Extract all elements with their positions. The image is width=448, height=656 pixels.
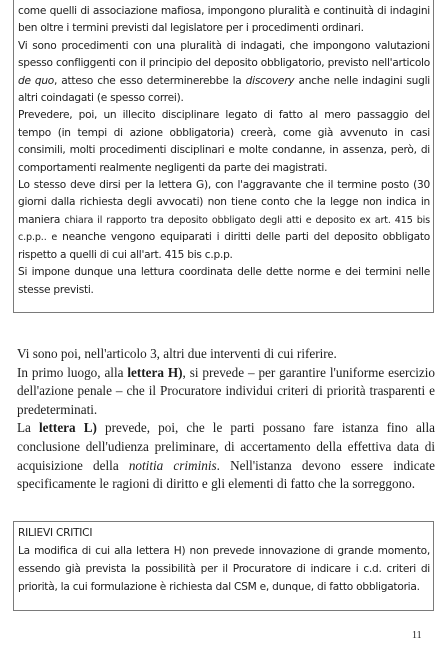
text-run: anche nelle indagini sugli altri coindagati (e spesso correi). [18,74,431,105]
critical-remarks-heading: RILIEVI CRITICI [18,527,93,539]
body-paragraph-2 [17,364,435,420]
page-number: 11 [412,630,422,641]
text-run: prevede, poi, che le parti possano fare istanza fino alla conclusione dell'udienza preliminare, di accertamento della effettiva data di acquisizione della [17,420,435,473]
text-run: La [17,420,40,436]
box-top-paragraph-1: come quelli di associazione mafiosa, impongono pluralità e continuità di indagini ben oltre i termini previsti dal legislatore per i procedimenti ordinari. [18,5,430,35]
body-paragraph-3 [17,419,435,493]
quoted-box-top [13,0,434,313]
text-run: , atteso che esso determinerebbe la [54,74,246,87]
text-run: In primo luogo, alla [17,364,128,380]
text-run: . Nell'istanza devono essere indicate specificamente le ragioni di diritto e gli elementi di fatto che la sorreggono. [17,457,435,492]
box-top-paragraph-5: Si impone dunque una lettura coordinata delle dette norme e dei termini nelle stesse previsti. [18,266,430,296]
text-run: neanche vengono equiparati i diritti delle parti del deposito obbligato rispetto a quelli di cui all'art. 415 bis c.p.p. [18,231,430,261]
text-run: , si prevede – per garantire l'uniforme esercizio dell'azione penale – che il Procuratore individui criteri di priorità trasparenti e predeterminati. [17,364,436,417]
text-run: Lo stesso deve dirsi per la lettera G), con l'aggravante che il termine posto (30 giorni dalla richiesta degli avvocati) non tiene conto che la legge non indica in maniera [18,179,430,226]
text-run-small: chiara il rapporto tra deposito obbligato degli atti e deposito ex art. 415 bis c.p.p.. e [18,214,430,244]
critical-remarks-box [13,521,434,611]
text-run: Vi sono procedimenti con una pluralità di indagati, che impongono valutazioni spesso confliggenti con il principio del deposito obbligatorio, previsto nell'articolo [18,39,430,70]
bold-term: lettera H) [127,364,183,380]
italic-term: discovery [245,74,295,87]
box-top-paragraph-4 [18,177,430,264]
italic-term: notitia criminis [128,457,217,473]
critical-remarks-paragraph: La modifica di cui alla lettera H) non prevede innovazione di grande momento, essendo già prevista la possibilità per il Procuratore di indicare i c.d. criteri di priorità, la cui formulazione è richiesta dal CSM e, dunque, di fatto obbligatoria. [18,545,430,593]
bold-term: lettera L) [39,420,97,436]
box-top-paragraph-2 [18,38,430,108]
body-paragraph-1: Vi sono poi, nell'articolo 3, altri due interventi di cui riferire. [17,346,337,361]
italic-term: de quo [18,74,55,87]
body-text [17,345,435,494]
critical-remarks-text [18,524,430,596]
box-top-paragraph-3: Prevedere, poi, un illecito disciplinare legato di fatto al mero passaggio del tempo (in tempi di azione obbligatoria) creerà, come già avvenuto in casi consimili, molti procedimenti disciplinari e molte condanne, in assenza, però, di comportamenti realmente negligenti da parte dei magistrati. [18,109,430,174]
box-top-text [18,3,430,299]
